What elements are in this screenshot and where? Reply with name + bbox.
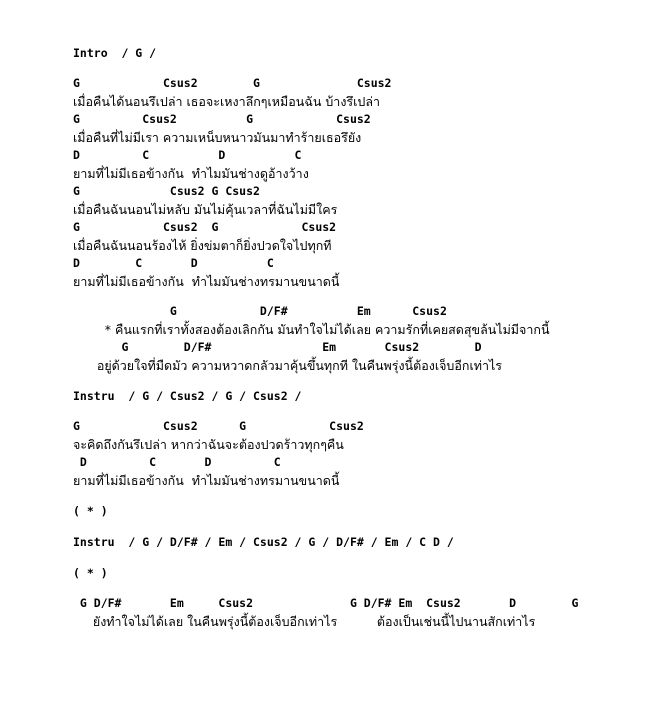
chord-line: D C D C: [73, 148, 302, 162]
chord-sheet-content: [73, 44, 643, 631]
blank-line: [73, 583, 643, 595]
lyric-line: เมื่อคืนฉันนอนไม่หลับ มันไม่คุ้นเวลาที่ฉันไม่มีใคร: [73, 202, 338, 217]
lyric-line: เมื่อคืนได้นอนรึเปล่า เธอจะเหงาลึกๆเหมือนฉัน บ้างรึเปล่า: [73, 94, 381, 109]
lyric-line: ยามที่ไม่มีเธอข้างกัน ทำไมมันช่างทรมานขนาดนี้: [73, 274, 340, 289]
blank-line: [73, 406, 643, 418]
lyric-line: เมื่อคืนฉันนอนร้องไห้ ยิ่งข่มตาก็ยิ่งปวดใจไปทุกที: [73, 238, 332, 253]
chord-line: G Csus2 G Csus2: [73, 220, 337, 234]
chord-line: G Csus2 G Csus2: [73, 184, 260, 198]
chord-line: D C D C: [73, 455, 281, 469]
chord-line: G D/F# Em Csus2 G D/F# Em Csus2 D G: [73, 596, 579, 610]
chord-line: G D/F# Em Csus2 D: [73, 340, 482, 354]
repeat-marker: ( * ): [73, 504, 108, 518]
chord-line: G Csus2 G Csus2: [73, 419, 364, 433]
blank-line: [73, 375, 643, 387]
lyric-line: จะคิดถึงกันรึเปล่า หากว่าฉันจะต้องปวดร้าวทุกๆคืน: [73, 437, 344, 452]
chord-line: G Csus2 G Csus2: [73, 76, 392, 90]
section-heading: Instru / G / D/F# / Em / Csus2 / G / D/F# / Em / C D /: [73, 535, 454, 549]
blank-line: [73, 521, 643, 533]
blank-line: [73, 63, 643, 75]
section-heading: Intro / G /: [73, 46, 157, 60]
lyric-line: ยามที่ไม่มีเธอข้างกัน ทำไมมันช่างดูอ้างว้าง: [73, 166, 309, 181]
lyric-line: เมื่อคืนที่ไม่มีเรา ความเหน็บหนาวมันมาทำร้ายเธอรึยัง: [73, 130, 362, 145]
blank-line: [73, 291, 643, 303]
chord-line: D C D C: [73, 256, 274, 270]
lyric-line: อยู่ด้วยใจที่มืดมัว ความหวาดกลัวมาคุ้นขึ้นทุกที ในคืนพรุ่งนี้ต้องเจ็บอีกเท่าไร: [73, 358, 502, 373]
section-heading: Instru / G / Csus2 / G / Csus2 /: [73, 389, 302, 403]
lyric-line: ยามที่ไม่มีเธอข้างกัน ทำไมมันช่างทรมานขนาดนี้: [73, 473, 340, 488]
lyric-line: ยังทำใจไม่ได้เลย ในคืนพรุ่งนี้ต้องเจ็บอีกเท่าไร ต้องเป็นเช่นนี้ไปนานสักเท่าไร: [73, 614, 536, 629]
blank-line: [73, 552, 643, 564]
chord-line: G Csus2 G Csus2: [73, 112, 371, 126]
blank-line: [73, 490, 643, 502]
chord-line: G D/F# Em Csus2: [73, 304, 447, 318]
lyric-line: * คืนแรกที่เราทั้งสองต้องเลิกกัน มันทำใจไม่ได้เลย ความรักที่เคยสดสุขล้นไม่มีจากนี้: [73, 322, 550, 337]
repeat-marker: ( * ): [73, 566, 108, 580]
